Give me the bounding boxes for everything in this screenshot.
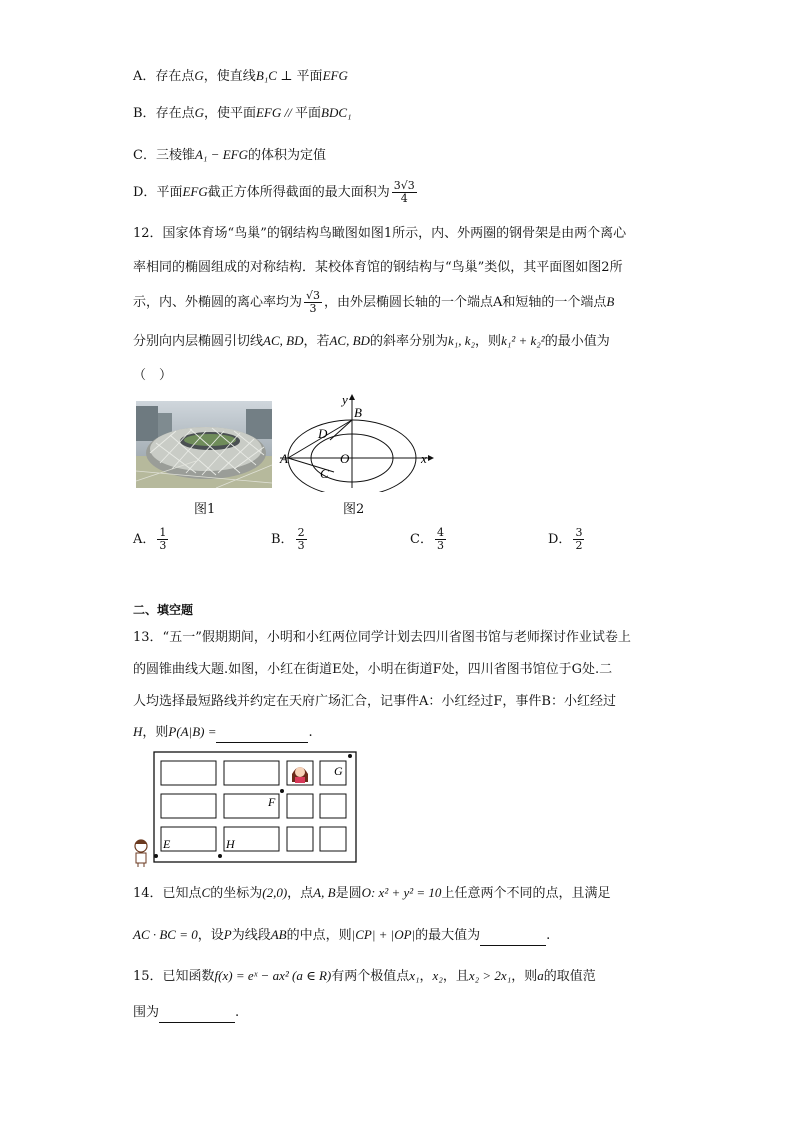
q14-line2: AC · BC = 0，设P为线段AB的中点，则|CP| + |OP|的最大值为 .: [133, 925, 550, 946]
q15-line1: 15．已知函数f(x) = eˣ − ax² (a ∈ R)有两个极值点x₁，x₂，且x₂ > 2x₁，则a的取值范: [133, 968, 596, 984]
label-o: O: [340, 451, 350, 466]
label-h: H: [226, 837, 235, 851]
option-a-prev: A．存在点G，使直线B₁C ⊥ 平面EFG: [133, 68, 348, 84]
label-b: B: [354, 405, 362, 420]
label-e: E: [163, 837, 171, 851]
q13-line2: 的圆锥曲线大题.如图，小红在街道E处，小明在街道F处，四川省图书馆位于G处.二: [133, 662, 613, 677]
boy-icon: [135, 840, 147, 867]
figure-2-ellipse-diagram: [278, 392, 438, 492]
point-f: [280, 789, 284, 793]
figure-2-caption: 图2: [343, 502, 365, 517]
q13-line3: 人均选择最短路线并约定在天府广场汇合，记事件A：小红经过F，事件B：小红经过: [133, 694, 616, 709]
point-h: [218, 854, 222, 858]
q15-line2: 围为 .: [133, 1002, 239, 1023]
fraction: $\frac{3√3}{4}$: [393, 179, 415, 205]
girl-icon: [288, 762, 312, 784]
q12-line4: 分别向内层椭圆引切线AC, BD，若AC, BD的斜率分别为k₁, k₂，则k₁² + k₂²的最小值为: [133, 333, 610, 349]
figure-1-caption: 图1: [194, 502, 216, 517]
q12-option-a: A． $\frac{1}{3}$: [133, 526, 167, 552]
label-d: D: [318, 426, 328, 441]
q12-line2: 率相同的椭圆组成的对称结构．某校体育馆的钢结构与“鸟巢”类似，其平面图如图2所: [133, 260, 623, 275]
fraction: $\frac{√3}{3}$: [306, 289, 321, 315]
label-g: G: [334, 764, 343, 778]
q12-paren: （ ）: [133, 368, 173, 383]
q14-line1: 14．已知点C的坐标为(2,0)，点A, B是圆O: x² + y² = 10上任意两个不同的点，且满足: [133, 885, 611, 901]
option-c-prev: C．三棱锥A₁ − EFG的体积为定值: [133, 147, 326, 163]
label-x: x: [421, 451, 427, 466]
q12-option-b: B． $\frac{2}{3}$: [271, 526, 305, 552]
street-grid-figure: [130, 750, 362, 868]
section-heading: 二、填空题: [133, 603, 194, 617]
figure-1-stadium-image: [136, 401, 272, 488]
q13-line1: 13．“五一”假期期间，小明和小红两位同学计划去四川省图书馆与老师探讨作业试卷上: [133, 630, 631, 645]
label-y: y: [342, 392, 348, 407]
option-d-prev: D．平面EFG截正方体所得截面的最大面积为 $\frac{3√3}{4}$: [133, 179, 415, 205]
option-label: A．: [133, 69, 156, 84]
answer-blank[interactable]: [216, 722, 308, 743]
label-a: A: [280, 451, 288, 466]
point-g: [348, 754, 352, 758]
answer-blank[interactable]: [159, 1002, 235, 1023]
label-f: F: [268, 795, 276, 809]
option-b-prev: B．存在点G，使平面EFG // 平面BDC₁: [133, 105, 352, 121]
point-e: [154, 854, 158, 858]
q12-option-d: D． $\frac{3}{2}$: [548, 526, 583, 552]
label-c: C: [320, 466, 329, 481]
q12-line3: 示，内、外椭圆的离心率均为 $\frac{√3}{3}$ ，由外层椭圆长轴的一个端点A和短轴的一个端点B: [133, 289, 615, 315]
q12-option-c: C． $\frac{4}{3}$: [410, 526, 444, 552]
q12-line1: 12．国家体育场“鸟巢”的钢结构鸟瞰图如图1所示，内、外两圈的钢骨架是由两个离心: [133, 226, 627, 241]
answer-blank[interactable]: [480, 925, 546, 946]
q13-line4: H，则P(A|B) = .: [133, 722, 313, 743]
